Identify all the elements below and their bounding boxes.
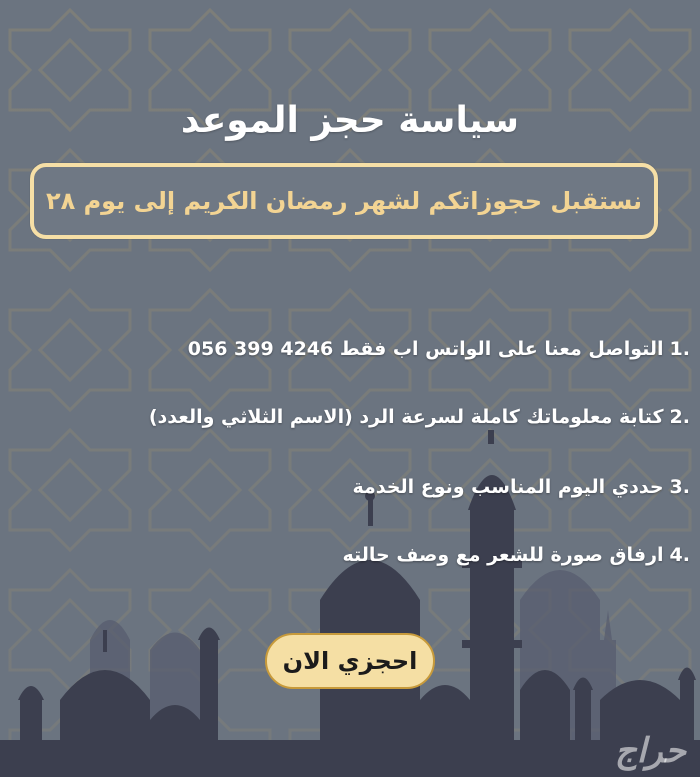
step-2 <box>130 406 690 428</box>
step-3-text: حددي اليوم المناسب ونوع الخدمة <box>352 476 664 498</box>
ramadan-booking-banner <box>30 163 658 239</box>
step-2-number: .2 <box>669 406 690 428</box>
step-3-number: .3 <box>669 476 690 498</box>
step-4 <box>130 544 690 566</box>
page-title: سياسة حجز الموعد <box>180 100 520 141</box>
step-4-text: ارفاق صورة للشعر مع وصف حالته <box>342 544 664 566</box>
step-3 <box>130 476 690 498</box>
step-4-number: .4 <box>669 544 690 566</box>
step-1-number: .1 <box>669 338 690 360</box>
step-2-text: كتابة معلوماتك كاملة لسرعة الرد (الاسم الثلاثي والعدد) <box>148 406 664 428</box>
step-1-text: التواصل معنا على الواتس اب فقط 4246 399 056 <box>187 338 664 360</box>
step-1 <box>130 338 690 360</box>
banner-text: نستقبل حجوزاتكم لشهر رمضان الكريم إلى يوم ٢٨ <box>45 187 643 215</box>
haraj-watermark: حراج <box>614 731 686 771</box>
book-now-button[interactable]: احجزي الان <box>265 633 435 689</box>
